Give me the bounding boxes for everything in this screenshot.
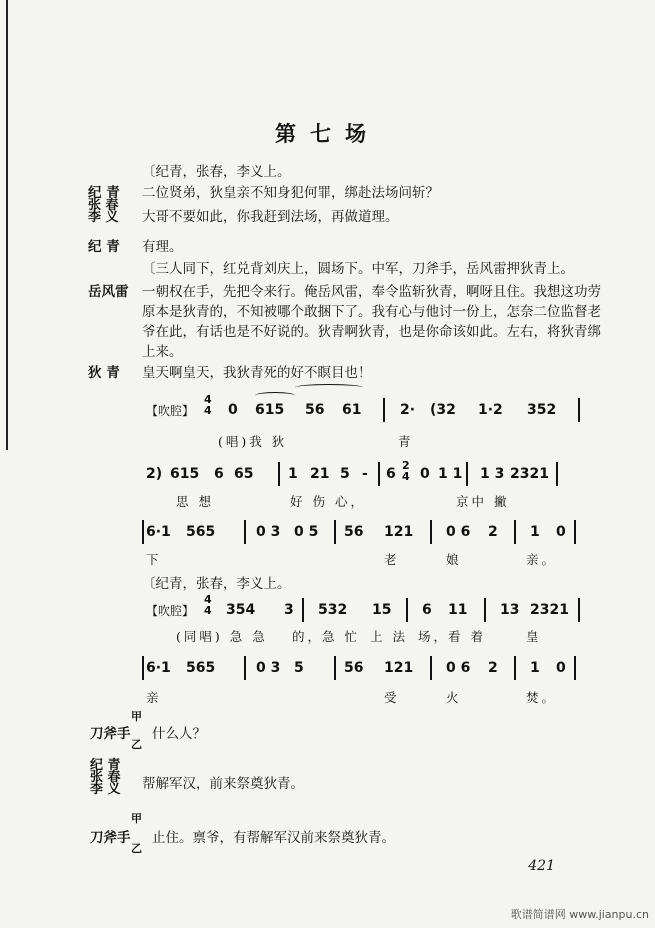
watermark: 歌谱简谱网 www.jianpu.cn xyxy=(510,908,649,921)
note: 2 xyxy=(488,524,498,540)
note-group: 0 6 xyxy=(446,660,471,676)
bar-line xyxy=(244,520,246,544)
dialogue-line: 皇天啊皇天，我狄青死的好不瞑目也！ xyxy=(142,365,372,381)
note: 0 xyxy=(556,660,566,676)
note-group: 65 xyxy=(234,466,254,482)
note: 0 xyxy=(420,466,430,482)
role-mark: 甲 xyxy=(131,710,142,723)
lyric: 下 xyxy=(146,552,162,567)
bar-line xyxy=(142,656,144,680)
lyric: 急 忙 xyxy=(322,629,360,644)
bar-line xyxy=(244,656,246,680)
role-label: 纪 青 xyxy=(88,239,120,255)
dialogue-line: 大哥不要如此，你我赶到法场，再做道理。 xyxy=(142,209,399,225)
note-group: 352 xyxy=(527,402,557,418)
role-mark: 乙 xyxy=(131,738,142,751)
bar-line xyxy=(514,520,516,544)
stage-direction: 〔纪青，张春，李义上。 xyxy=(142,576,291,592)
lyric: 焚。 xyxy=(526,690,558,705)
lyric: 火 xyxy=(446,690,462,705)
note-group: 565 xyxy=(186,524,216,540)
lyric: 皇 xyxy=(526,629,542,644)
scene-title: 第七场 xyxy=(275,121,380,146)
bar-line xyxy=(278,462,280,486)
note-group: 2321 xyxy=(510,466,549,482)
time-signature: 4 4 xyxy=(204,393,212,417)
dialogue-line: 有理。 xyxy=(142,239,183,255)
note-group: 1 3 xyxy=(480,466,505,482)
note-group: 2321 xyxy=(530,602,569,618)
lyric: 看 着 xyxy=(448,629,486,644)
note: 1 xyxy=(530,524,540,540)
tune-label: 【吹腔】 xyxy=(146,404,195,418)
lyric: 亲 xyxy=(146,690,162,705)
note-group: 565 xyxy=(186,660,216,676)
dialogue-line: 帮解军汉，前来祭奠狄青。 xyxy=(142,776,304,792)
time-signature: 2 4 xyxy=(402,459,410,483)
note: 2 xyxy=(488,660,498,676)
bar-line xyxy=(578,398,580,422)
note-group: 354 xyxy=(226,602,256,618)
note: 2) xyxy=(146,466,163,482)
stage-direction: 〔纪青，张春，李义上。 xyxy=(142,164,291,180)
note-group: 21 xyxy=(310,466,330,482)
lyric: 娘 xyxy=(446,552,462,567)
note-group: 532 xyxy=(318,602,348,618)
note-group: 0 3 xyxy=(256,660,281,676)
tune-label: 【吹腔】 xyxy=(146,604,195,618)
role-mark: 乙 xyxy=(131,842,142,855)
role-label: 纪 青 xyxy=(88,185,120,201)
stage-direction: 〔三人同下，红兑背刘庆上，圆场下。中军，刀斧手，岳风雷押狄青上。 xyxy=(142,261,574,277)
note-group: 0 3 xyxy=(256,524,281,540)
bar-line xyxy=(430,656,432,680)
lyric: 青 xyxy=(398,434,414,449)
bar-line xyxy=(383,398,385,422)
note: - xyxy=(362,466,368,482)
bar-line xyxy=(574,520,576,544)
lyric: (唱)我 狄 xyxy=(218,434,288,449)
note-group: 0 5 xyxy=(294,524,319,540)
note: 2· xyxy=(400,402,416,418)
note-group: 15 xyxy=(372,602,392,618)
bar-line xyxy=(484,598,486,622)
bar-line xyxy=(430,520,432,544)
bar-line xyxy=(334,656,336,680)
note-group: 11 xyxy=(448,602,468,618)
bar-line xyxy=(142,520,144,544)
note-group: 6·1 xyxy=(146,524,171,540)
lyric: 老 xyxy=(384,552,400,567)
bar-line xyxy=(578,598,580,622)
bar-line xyxy=(302,598,304,622)
note: 1 xyxy=(530,660,540,676)
page-number: 421 xyxy=(528,858,555,874)
note: 6 xyxy=(214,466,224,482)
role-label: 李 义 xyxy=(88,210,119,225)
role-label: 李 义 xyxy=(90,782,121,797)
note-group: 615 xyxy=(170,466,200,482)
role-label: 张 春 xyxy=(90,770,121,785)
role-stack xyxy=(90,760,121,796)
time-signature: 4 4 xyxy=(204,593,212,617)
note: 0 xyxy=(556,524,566,540)
dialogue-line: 爷在此，有话也是不好说的。狄青啊狄青，也是你命该如此。左右，将狄青绑 xyxy=(142,324,601,340)
note: 6 xyxy=(422,602,432,618)
note: 5 xyxy=(294,660,304,676)
note-group: 61 xyxy=(342,402,362,418)
note: 0 xyxy=(228,402,238,418)
role-label: 刀斧手 xyxy=(90,830,131,846)
role-stack xyxy=(88,200,119,224)
slur xyxy=(255,392,295,399)
dialogue-line: 止住。禀爷，有帮解军汉前来祭奠狄青。 xyxy=(152,830,395,846)
note-group: 1 1 xyxy=(438,466,463,482)
lyric: 上 法 xyxy=(370,629,408,644)
note-group: 615 xyxy=(255,402,285,418)
dialogue-line: 上来。 xyxy=(142,344,183,360)
role-label: 纪 青 xyxy=(90,758,121,773)
role-label: 刀斧手 xyxy=(90,726,131,742)
margin-line xyxy=(6,0,8,450)
note-group: (32 xyxy=(430,402,456,418)
role-label: 岳风雷 xyxy=(88,284,129,300)
note-group: 121 xyxy=(384,524,414,540)
note-group: 6·1 xyxy=(146,660,171,676)
lyric: 京中 撇 xyxy=(456,494,510,509)
bar-line xyxy=(556,462,558,486)
bar-line xyxy=(406,598,408,622)
role-mark: 甲 xyxy=(131,812,142,825)
bar-line xyxy=(514,656,516,680)
bar-line xyxy=(574,656,576,680)
note-group: 56 xyxy=(344,524,364,540)
note-group: 56 xyxy=(344,660,364,676)
dialogue-line: 二位贤弟，狄皇亲不知身犯何罪，绑赴法场问斩？ xyxy=(142,185,439,201)
note: 6 xyxy=(386,466,396,482)
dialogue-line: 什么人？ xyxy=(152,726,206,742)
bar-line xyxy=(378,462,380,486)
lyric: 受 xyxy=(384,690,400,705)
note-group: 13 xyxy=(500,602,520,618)
lyric: (同唱) 急 急 xyxy=(176,629,268,644)
dialogue-line: 原本是狄青的，不知被哪个敢捆下了。我有心与他讨一份上，怎奈二位监督老 xyxy=(142,304,601,320)
role-label: 狄 青 xyxy=(88,365,120,381)
dialogue-line: 一朝权在手，先把令来行。俺岳风雷，奉令监斩狄青，啊呀且住。我想这功劳 xyxy=(142,284,601,300)
note-group: 56 xyxy=(305,402,325,418)
lyric: 场， xyxy=(418,629,450,644)
bar-line xyxy=(466,462,468,486)
lyric: 思 想 xyxy=(176,494,214,509)
slur xyxy=(295,384,363,391)
bar-line xyxy=(334,520,336,544)
role-label: 张 春 xyxy=(88,198,119,213)
lyric: 亲。 xyxy=(526,552,558,567)
note-group: 0 6 xyxy=(446,524,471,540)
lyric: 好 伤 心， xyxy=(290,494,366,509)
lyric: 的， xyxy=(292,629,324,644)
note: 5 xyxy=(340,466,350,482)
note-group: 121 xyxy=(384,660,414,676)
note: 3 xyxy=(284,602,294,618)
note-group: 1·2 xyxy=(478,402,503,418)
note: 1 xyxy=(288,466,298,482)
